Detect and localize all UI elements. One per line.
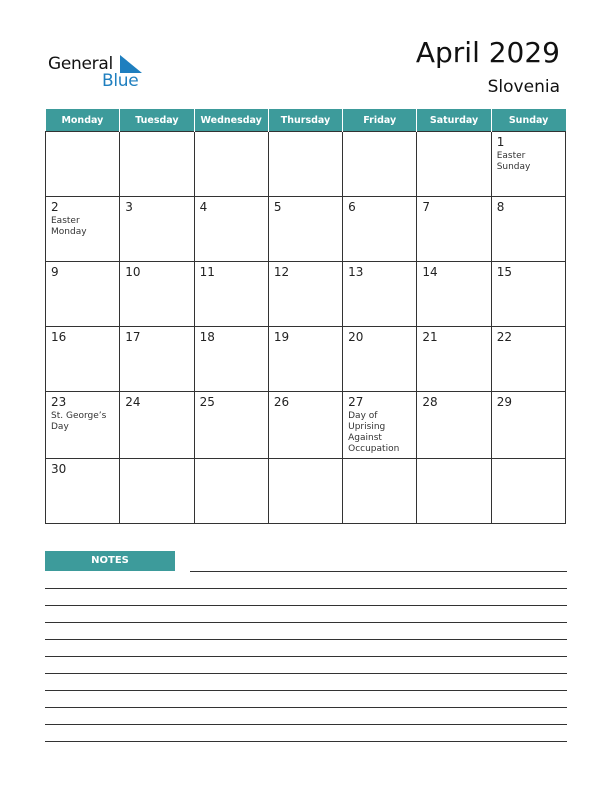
calendar-day-cell: [268, 262, 342, 327]
calendar-week-row: [46, 132, 566, 197]
calendar-day-cell: [417, 197, 491, 262]
calendar-day-cell: [46, 392, 120, 459]
calendar-day-cell: [268, 459, 342, 524]
weekday-header: Saturday: [417, 109, 491, 132]
note-line: [45, 741, 567, 742]
day-number: 28: [422, 395, 438, 409]
calendar-day-cell: [491, 197, 565, 262]
calendar-day-cell: [120, 327, 194, 392]
calendar-day-cell: [268, 327, 342, 392]
calendar-day-cell: [194, 197, 268, 262]
calendar-day-cell: [120, 262, 194, 327]
calendar-day-cell: [194, 262, 268, 327]
calendar-day-cell: [491, 327, 565, 392]
note-line: [45, 588, 567, 589]
holiday-name: Day of Uprising Against Occupation: [348, 411, 400, 454]
calendar-day-cell: [194, 392, 268, 459]
calendar-day-cell: [491, 392, 565, 459]
day-number: 2: [51, 200, 59, 214]
day-number: 20: [348, 330, 364, 344]
note-line: [45, 690, 567, 691]
note-line: [45, 673, 567, 674]
weekday-header: Friday: [343, 109, 417, 132]
calendar-day-cell: [268, 392, 342, 459]
notes-label: NOTES: [45, 551, 175, 571]
calendar-day-cell: [417, 262, 491, 327]
holiday-name: Easter Sunday: [496, 151, 531, 172]
calendar-day-cell: [194, 327, 268, 392]
calendar-day-cell: [120, 392, 194, 459]
weekday-header: Monday: [46, 109, 120, 132]
day-number: 29: [496, 395, 512, 409]
day-number: 15: [496, 265, 512, 279]
day-number: 22: [496, 330, 512, 344]
country-subtitle: Slovenia: [487, 77, 560, 97]
day-number: 14: [422, 265, 438, 279]
note-line: [190, 571, 567, 572]
calendar-day-cell: [120, 132, 194, 197]
day-number: 7: [422, 200, 431, 214]
calendar-day-cell: [46, 327, 120, 392]
day-number: 9: [51, 265, 59, 279]
calendar-day-cell: [46, 132, 120, 197]
calendar-day-cell: [343, 327, 417, 392]
day-number: 13: [348, 265, 364, 279]
weekday-header: Thursday: [268, 109, 342, 132]
note-line: [45, 639, 567, 640]
calendar-day-cell: [343, 459, 417, 524]
day-number: 16: [51, 330, 67, 344]
brand-logo: [48, 54, 148, 94]
day-number: 24: [125, 395, 141, 409]
brand-name-blue: Blue: [102, 71, 139, 91]
day-number: 18: [199, 330, 215, 344]
calendar-week-row: [46, 392, 566, 459]
note-line: [45, 707, 567, 708]
holiday-name: Easter Monday: [51, 216, 87, 237]
calendar-day-cell: [491, 262, 565, 327]
calendar-day-cell: [46, 262, 120, 327]
calendar-day-cell: [343, 132, 417, 197]
calendar-day-cell: [343, 197, 417, 262]
weekday-header: Sunday: [491, 109, 565, 132]
note-line: [45, 656, 567, 657]
calendar-day-cell: [46, 459, 120, 524]
calendar-day-cell: [194, 132, 268, 197]
calendar-day-cell: [417, 327, 491, 392]
day-number: 19: [273, 330, 290, 344]
day-number: 26: [273, 395, 290, 409]
calendar-day-cell: [120, 459, 194, 524]
calendar-day-cell: [417, 392, 491, 459]
calendar-week-row: [46, 197, 566, 262]
day-number: 10: [125, 265, 141, 279]
weekday-header: Tuesday: [120, 109, 194, 132]
day-number: 17: [125, 330, 141, 344]
calendar-day-cell: [46, 197, 120, 262]
note-line: [45, 605, 567, 606]
note-line: [45, 724, 567, 725]
holiday-name: St. George’s Day: [51, 411, 107, 432]
calendar-week-row: [46, 459, 566, 524]
day-number: 30: [51, 462, 67, 476]
calendar-week-row: [46, 327, 566, 392]
day-number: 21: [422, 330, 438, 344]
day-number: 6: [348, 200, 356, 214]
day-number: 11: [199, 265, 215, 279]
calendar-day-cell: [343, 262, 417, 327]
calendar-day-cell: [120, 197, 194, 262]
calendar-day-cell: [417, 132, 491, 197]
day-number: 8: [496, 200, 505, 214]
page-title: April 2029: [415, 36, 560, 69]
day-number: 25: [199, 395, 215, 409]
day-number: 1: [496, 135, 505, 149]
calendar-grid: [45, 109, 566, 524]
calendar-day-cell: [268, 197, 342, 262]
day-number: 4: [199, 200, 208, 214]
calendar-day-cell: [417, 459, 491, 524]
note-line: [45, 622, 567, 623]
calendar-week-row: [46, 262, 566, 327]
calendar-day-cell: [343, 392, 417, 459]
weekday-header-row: [46, 109, 566, 132]
day-number: 5: [273, 200, 282, 214]
calendar-day-cell: [194, 459, 268, 524]
weekday-header: Wednesday: [194, 109, 268, 132]
calendar-day-cell: [268, 132, 342, 197]
day-number: 3: [125, 200, 133, 214]
day-number: 12: [273, 265, 290, 279]
day-number: 23: [51, 395, 67, 409]
calendar-day-cell: [491, 459, 565, 524]
calendar-day-cell: [491, 132, 565, 197]
brand-name-general: General: [48, 54, 113, 74]
day-number: 27: [348, 395, 364, 409]
